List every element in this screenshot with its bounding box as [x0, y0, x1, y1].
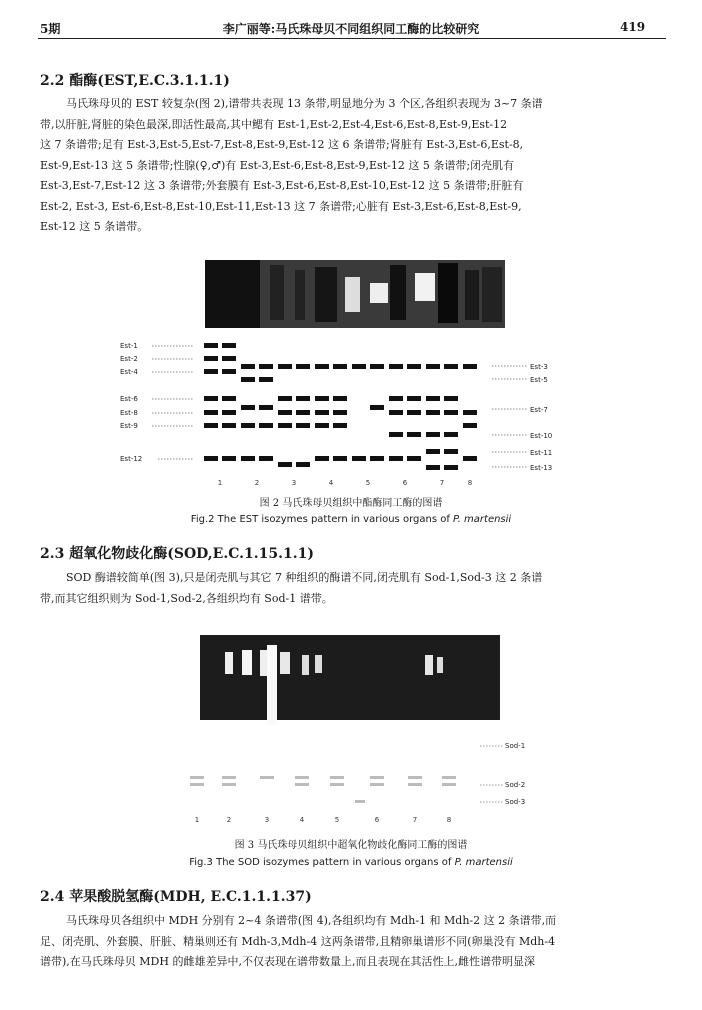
paragraph-est	[40, 94, 668, 238]
band-label: Est-6	[120, 395, 138, 403]
lane-label: 3	[264, 816, 270, 824]
paragraph-line: Est-2, Est-3, Est-6,Est-8,Est-10,Est-11,Est-13 这 7 条谱带;心脏有 Est-3,Est-6,Est-8,Est-9,	[40, 199, 522, 213]
est-band-diagram	[204, 343, 477, 470]
paragraph-line: 带,以肝脏,肾脏的染色最深,即活性最高,其中鳃有 Est-1,Est-2,Est-4,Est-6,Est-8,Est-9,Est-12	[40, 117, 508, 131]
lane-label: 6	[402, 479, 408, 487]
band-label: Est-11	[530, 449, 553, 457]
band-label: Est-8	[120, 409, 138, 417]
lane-label: 5	[334, 816, 340, 824]
band-label: Est-10	[530, 432, 553, 440]
species-name: P. martensii	[454, 857, 513, 868]
figure-3-caption-en	[0, 857, 702, 868]
band-label: Est-5	[530, 376, 548, 384]
band-label: Est-9	[120, 422, 138, 430]
lane-label: 2	[254, 479, 260, 487]
band-label: Sod-2	[505, 781, 526, 789]
lane-label: 4	[299, 816, 305, 824]
band-label: Sod-3	[505, 798, 526, 806]
lane-label: 5	[365, 479, 371, 487]
running-header	[0, 0, 702, 40]
lane-label: 8	[467, 479, 473, 487]
lane-label: 1	[217, 479, 223, 487]
figure-2-est-zymogram	[120, 255, 580, 490]
lane-label: 7	[439, 479, 445, 487]
paragraph-line: 足、闭壳肌、外套膜、肝脏、精巢则还有 Mdh-3,Mdh-4 这两条谱带,且精卵巢谱形不同(卵巢没有 Mdh-4	[40, 934, 556, 948]
paragraph-line: 马氏珠母贝的 EST 较复杂(图 2),谱带共表现 13 条带,明显地分为 3 个区,各组织表现为 3~7 条谱	[66, 97, 543, 110]
lane-label: 8	[446, 816, 452, 824]
figure-2-caption-en	[0, 514, 702, 525]
paragraph-line: 马氏珠母贝各组织中 MDH 分别有 2~4 条谱带(图 4),各组织均有 Mdh-1 和 Mdh-2 这 2 条谱带,而	[66, 914, 557, 927]
section-heading-sod: 2.3 超氧化物歧化酶(SOD,E.C.1.15.1.1)	[40, 546, 314, 562]
paragraph-line: 带,而其它组织则为 Sod-1,Sod-2,各组织均有 Sod-1 谱带。	[40, 591, 333, 605]
band-label: Est-3	[530, 363, 548, 371]
paragraph-line: 这 7 条谱带;足有 Est-3,Est-5,Est-7,Est-8,Est-9,Est-12 这 6 条谱带;肾脏有 Est-3,Est-6,Est-8,	[40, 138, 524, 151]
band-label: Est-13	[530, 464, 553, 472]
running-title: 李广丽等:马氏珠母贝不同组织同工酶的比较研究	[222, 22, 480, 36]
lane-label: 6	[374, 816, 380, 824]
band-label: Est-12	[120, 455, 143, 463]
band-label: Sod-1	[505, 742, 526, 750]
band-label: Est-2	[120, 355, 138, 363]
sod-band-diagram	[190, 776, 456, 803]
section-heading-mdh: 2.4 苹果酸脱氢酶(MDH, E.C.1.1.1.37)	[40, 889, 312, 905]
caption-text: Fig.2 The EST isozymes pattern in various organs of	[190, 514, 454, 525]
paragraph-line: SOD 酶谱较简单(图 3),只是闭壳肌与其它 7 种组织的酶谱不同,闭壳肌有 Sod-1,Sod-3 这 2 条谱	[66, 571, 543, 584]
species-name: P. martensii	[453, 514, 512, 525]
figure-2-caption-cn: 图 2 马氏珠母贝组织中酯酶同工酶的图谱	[259, 498, 443, 509]
lane-label: 4	[328, 479, 334, 487]
section-heading-est: 2.2 酯酶(EST,E.C.3.1.1.1)	[40, 73, 230, 89]
paragraph-line: Est-3,Est-7,Est-12 这 3 条谱带;外套膜有 Est-3,Est-6,Est-8,Est-10,Est-12 这 5 条谱带;肝脏有	[40, 179, 524, 192]
band-label: Est-1	[120, 342, 138, 350]
lane-label: 1	[194, 816, 200, 824]
band-label: Est-4	[120, 368, 138, 376]
issue-number: 5期	[40, 22, 61, 36]
sod-gel-photo	[200, 635, 500, 725]
header-rule	[38, 38, 666, 39]
est-gel-photo	[205, 260, 505, 328]
paragraph-sod	[40, 568, 668, 609]
figure-3-sod-zymogram	[170, 630, 550, 830]
paragraph-line: Est-12 这 5 条谱带。	[40, 220, 149, 233]
lane-label: 3	[291, 479, 297, 487]
paragraph-line: 谱带),在马氏珠母贝 MDH 的雌雄差异中,不仅表现在谱带数量上,而且表现在其活性上,雌性谱带明显深	[40, 955, 535, 968]
lane-label: 7	[412, 816, 418, 824]
paragraph-line: Est-9,Est-13 这 5 条谱带;性腺(♀,♂)有 Est-3,Est-6,Est-8,Est-9,Est-12 这 5 条谱带;闭壳肌有	[40, 158, 515, 172]
page-number: 419	[620, 20, 646, 34]
band-label: Est-7	[530, 406, 548, 414]
caption-text: Fig.3 The SOD isozymes pattern in various organs of	[189, 857, 455, 868]
lane-label: 2	[226, 816, 232, 824]
paragraph-mdh	[40, 911, 668, 973]
figure-3-caption-cn: 图 3 马氏珠母贝组织中超氧化物歧化酶同工酶的图谱	[234, 840, 468, 851]
